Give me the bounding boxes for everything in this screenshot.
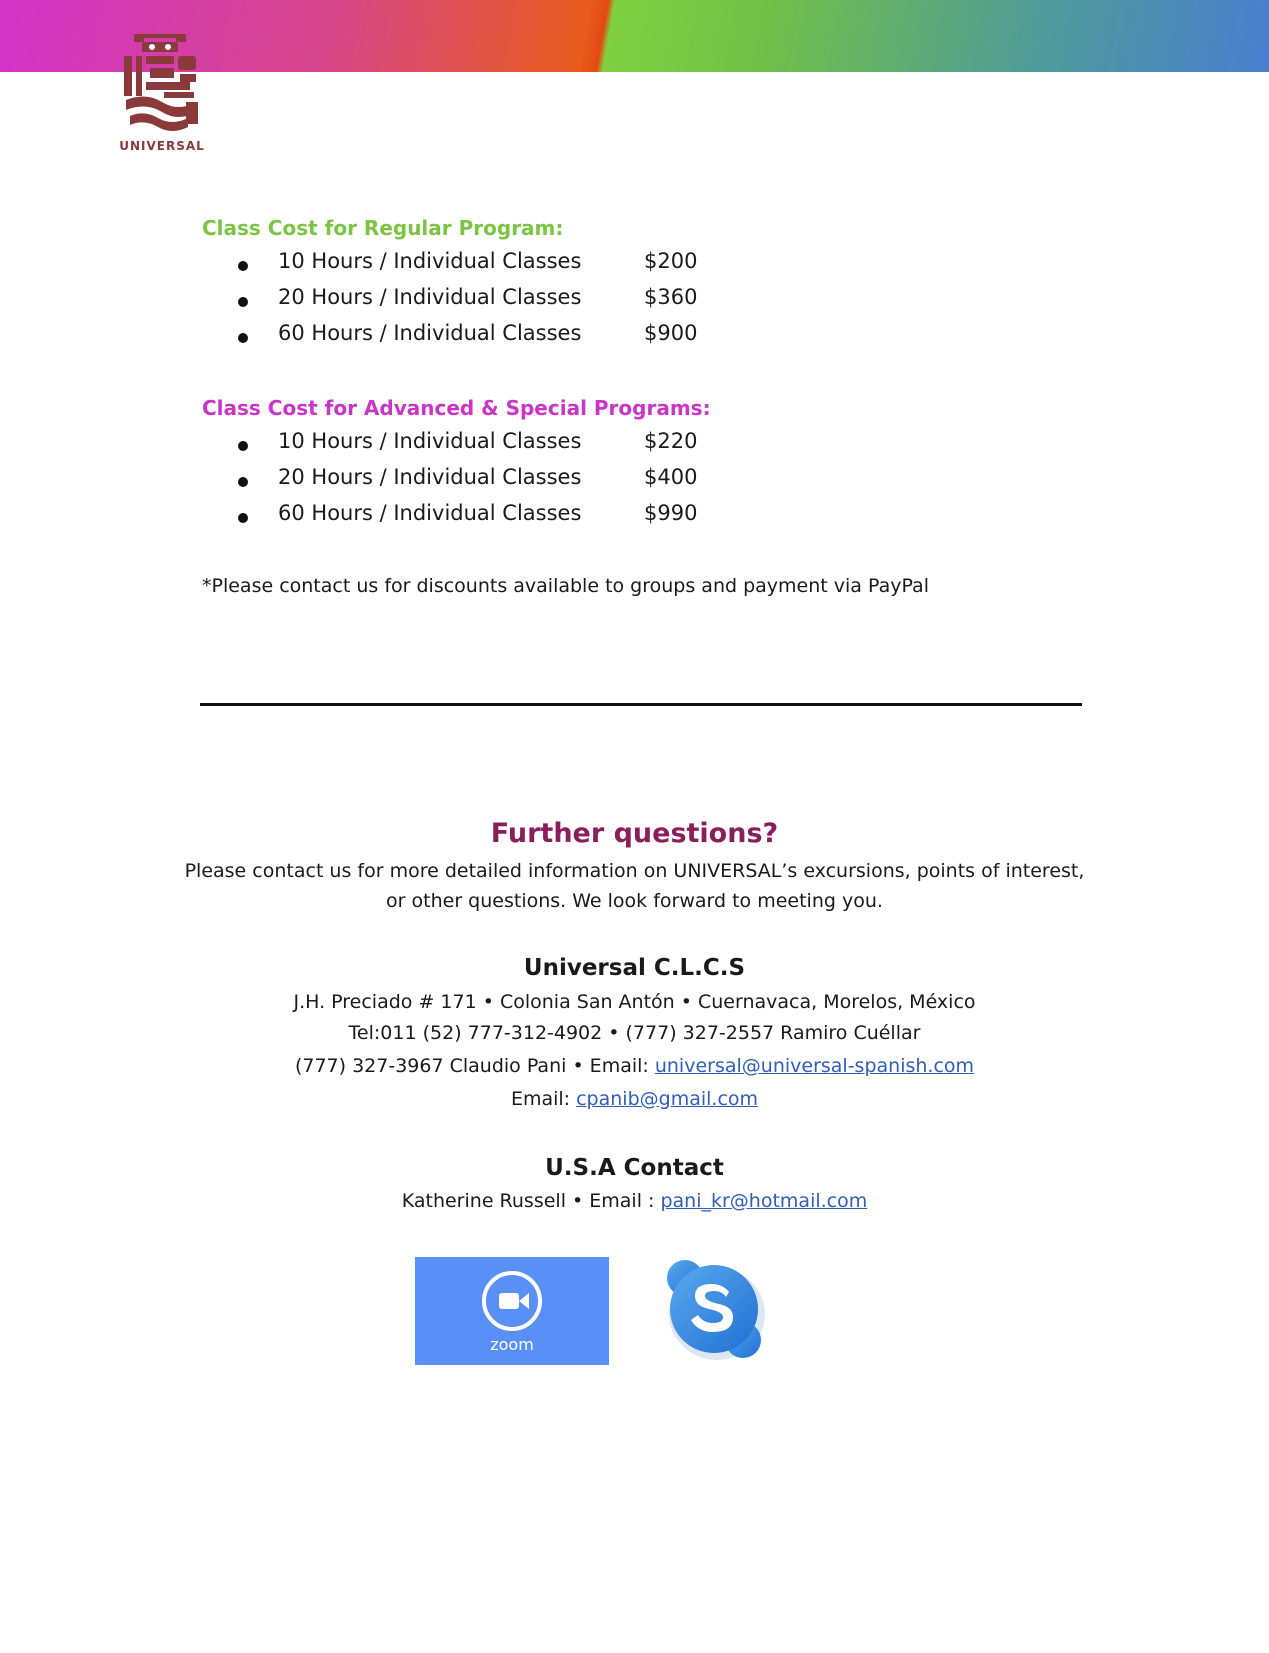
usa-contact-title: U.S.A Contact (545, 1155, 724, 1181)
item-price: $220 (644, 429, 698, 453)
zoom-camera-icon (482, 1271, 542, 1331)
bullet-icon (238, 513, 248, 523)
item-price: $990 (644, 501, 698, 525)
usa-contact-prefix: Katherine Russell • Email : (401, 1190, 661, 1212)
item-label: 10 Hours / Individual Classes (278, 429, 582, 453)
zoom-label: zoom (490, 1335, 534, 1354)
list-item (0, 249, 1269, 285)
list-item (0, 321, 1269, 357)
usa-contact-line (0, 1190, 1269, 1212)
item-label: 20 Hours / Individual Classes (278, 285, 582, 309)
bullet-icon (238, 297, 248, 307)
org-phone-line: Tel:011 (52) 777-312-4902 • (777) 327-2557 Ramiro Cuéllar (348, 1022, 921, 1044)
further-questions-text-line2: or other questions. We look forward to meeting you. (386, 890, 883, 912)
zoom-logo (415, 1257, 609, 1365)
email-link-universal[interactable]: universal@universal-spanish.com (654, 1055, 975, 1077)
org-address: J.H. Preciado # 171 • Colonia San Antón • Cuernavaca, Morelos, México (293, 991, 976, 1013)
item-price: $360 (644, 285, 698, 309)
item-price: $400 (644, 465, 698, 489)
item-label: 60 Hours / Individual Classes (278, 501, 582, 525)
regular-program-heading: Class Cost for Regular Program: (202, 216, 564, 240)
skype-icon (663, 1258, 768, 1363)
list-item (0, 501, 1269, 537)
bullet-icon (238, 333, 248, 343)
bullet-icon (238, 441, 248, 451)
item-label: 20 Hours / Individual Classes (278, 465, 582, 489)
item-label: 60 Hours / Individual Classes (278, 321, 582, 345)
org-email2-prefix: Email: (510, 1088, 577, 1110)
bullet-icon (238, 477, 248, 487)
item-label: 10 Hours / Individual Classes (278, 249, 582, 273)
logo-text: UNIVERSAL (119, 139, 205, 153)
org-email2-line (0, 1088, 1269, 1110)
list-item (0, 465, 1269, 501)
org-phone2-line (0, 1055, 1269, 1077)
further-questions-text-line1: Please contact us for more detailed information on UNIVERSAL’s excursions, points of interest, (184, 860, 1085, 882)
further-questions-title: Further questions? (490, 818, 779, 849)
advanced-program-heading: Class Cost for Advanced & Special Programs: (202, 396, 711, 420)
org-phone2-prefix: (777) 327-3967 Claudio Pani • Email: (294, 1055, 655, 1077)
bullet-icon (238, 261, 248, 271)
item-price: $900 (644, 321, 698, 345)
email-link-pani-kr[interactable]: pani_kr@hotmail.com (660, 1190, 868, 1212)
email-link-cpanib[interactable]: cpanib@gmail.com (576, 1088, 759, 1110)
section-divider (200, 703, 1082, 706)
universal-logo-icon (120, 30, 204, 152)
list-item (0, 285, 1269, 321)
discount-note: *Please contact us for discounts available to groups and payment via PayPal (202, 575, 929, 597)
list-item (0, 429, 1269, 465)
item-price: $200 (644, 249, 698, 273)
org-title: Universal C.L.C.S (523, 955, 746, 981)
